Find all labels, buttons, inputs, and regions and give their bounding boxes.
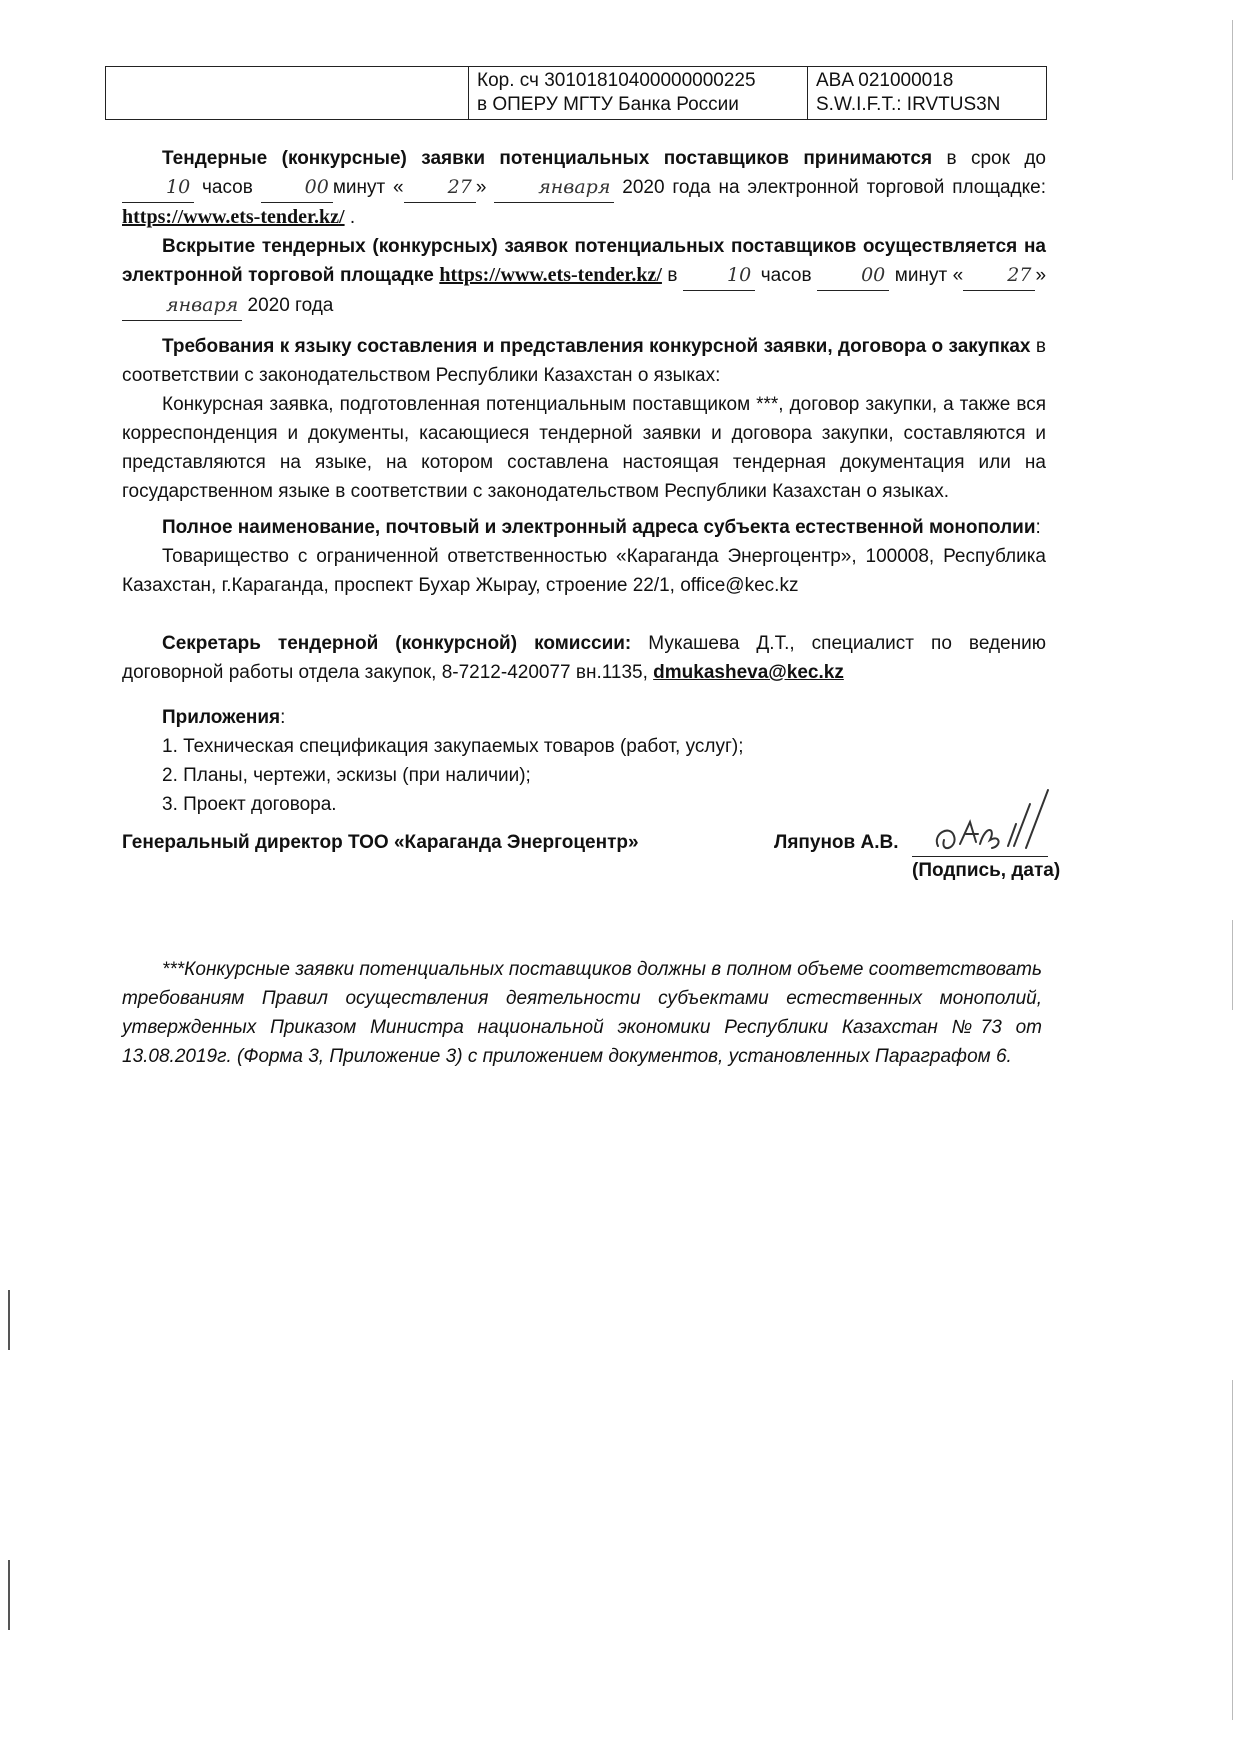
address-paragraph: Товарищество с ограниченной ответственностью «Караганда Энергоцентр», 100008, Республика Казахстан, г.Караганда, проспект Бухар Жырау, строение 22/1, office@kec.kz (122, 546, 1046, 596)
handwritten-hour: 10 (122, 173, 194, 203)
secretary-text: Мукашева Д.Т., специалист по ведению договорной работы отдела закупок, 8-7212-420077 вн.1135, (122, 633, 1046, 683)
director-name: Ляпунов А.В. (774, 832, 899, 853)
opening-bold: Вскрытие тендерных (конкурсных) заявок потенциальных поставщиков осуществляется на электронной торговой площадке (122, 236, 1046, 286)
attachment-item: 2. Планы, чертежи, эскизы (при наличии); (162, 765, 531, 786)
deadline-text: » (475, 177, 495, 198)
language-intro: в соответствии с законодательством Республики Казахстан о языках: (122, 336, 1046, 386)
bank-details-table (105, 66, 1047, 120)
opening-text: часов (755, 265, 818, 286)
attachments-section (162, 703, 1042, 819)
signature-caption: (Подпись, дата) (912, 860, 1061, 881)
bank-table-empty-cell (106, 67, 469, 120)
language-section (122, 332, 1046, 506)
handwritten-signature-icon (930, 784, 1070, 864)
handwritten-month: января (122, 291, 242, 321)
deadline-text: . (344, 207, 356, 228)
secretary-email-link[interactable]: dmukasheva@kec.kz (653, 662, 844, 683)
language-heading: Требования к языку составления и представления конкурсной заявки, договора о закупках (162, 336, 1031, 357)
opening-text: » (1035, 265, 1047, 286)
handwritten-hour: 10 (683, 261, 755, 291)
swift-code: S.W.I.F.T.: IRVTUS3N (816, 94, 1001, 115)
attachment-item: 3. Проект договора. (162, 794, 337, 815)
attachments-colon: : (280, 707, 286, 728)
scan-edge-mark (1232, 1380, 1233, 1720)
secretary-heading: Секретарь тендерной (конкурсной) комиссии: (162, 633, 632, 654)
aba-number: ABA 021000018 (816, 70, 954, 91)
attachment-item: 1. Техническая спецификация закупаемых товаров (работ, услуг); (162, 736, 744, 757)
deadline-text: часов (194, 177, 261, 198)
language-paragraph: Конкурсная заявка, подготовленная потенциальным поставщиком ***, договор закупки, а также вся корреспонденция и документы, касающиеся тендерной заявки и договора закупки, составляются и представляются на языке, на котором составлена настоящая тендерная документация или на государственном языке в соответствии с законодательством Республики Казахстан о языках. (122, 394, 1046, 502)
attachments-title: Приложения (162, 707, 281, 728)
handwritten-day: 27 (404, 173, 476, 203)
address-colon: : (1035, 517, 1041, 538)
bank-name: в ОПЕРУ МГТУ Банка России (477, 94, 739, 115)
handwritten-minute: 00 (261, 173, 333, 203)
correspondent-account-cell (469, 67, 808, 120)
director-position: Генеральный директор ТОО «Караганда Энергоцентр» (122, 832, 639, 853)
deadline-text: минут « (332, 177, 404, 198)
swift-cell (808, 67, 1047, 120)
handwritten-minute: 00 (817, 261, 889, 291)
scan-edge-mark (8, 1560, 10, 1630)
deadline-bold: Тендерные (конкурсные) заявки потенциальных поставщиков принимаются (162, 148, 933, 169)
address-section (122, 513, 1046, 600)
address-heading: Полное наименование, почтовый и электронный адреса субъекта естественной монополии (162, 517, 1036, 538)
deadline-paragraph (122, 144, 1046, 232)
handwritten-month: января (494, 173, 614, 203)
scan-edge-mark (8, 1290, 10, 1350)
secretary-paragraph (122, 629, 1046, 687)
ets-tender-link[interactable]: https://www.ets-tender.kz/ (439, 264, 662, 286)
deadline-text: 2020 года на электронной торговой площадке: (614, 177, 1047, 198)
opening-paragraph (122, 232, 1046, 321)
footnote: ***Конкурсные заявки потенциальных поставщиков должны в полном объеме соответствовать требованиям Правил осуществления деятельности субъектами естественных монополий, утвержденных Приказом Министра национальной экономики Республики Казахстан №73 от 13.08.2019г. (Форма 3, Приложение 3) с приложением документов, установленных Параграфом 6. (122, 959, 1042, 1067)
opening-text: 2020 года (242, 295, 334, 316)
scan-edge-mark (1232, 20, 1233, 180)
handwritten-day: 27 (963, 261, 1035, 291)
correspondent-account: Кор. сч 30101810400000000225 (477, 70, 756, 91)
ets-tender-link[interactable]: https://www.ets-tender.kz/ (122, 206, 345, 228)
scan-edge-mark (1232, 920, 1233, 1010)
opening-text: минут « (889, 265, 964, 286)
opening-text: в (661, 265, 684, 286)
deadline-text: в срок до (932, 148, 1046, 169)
